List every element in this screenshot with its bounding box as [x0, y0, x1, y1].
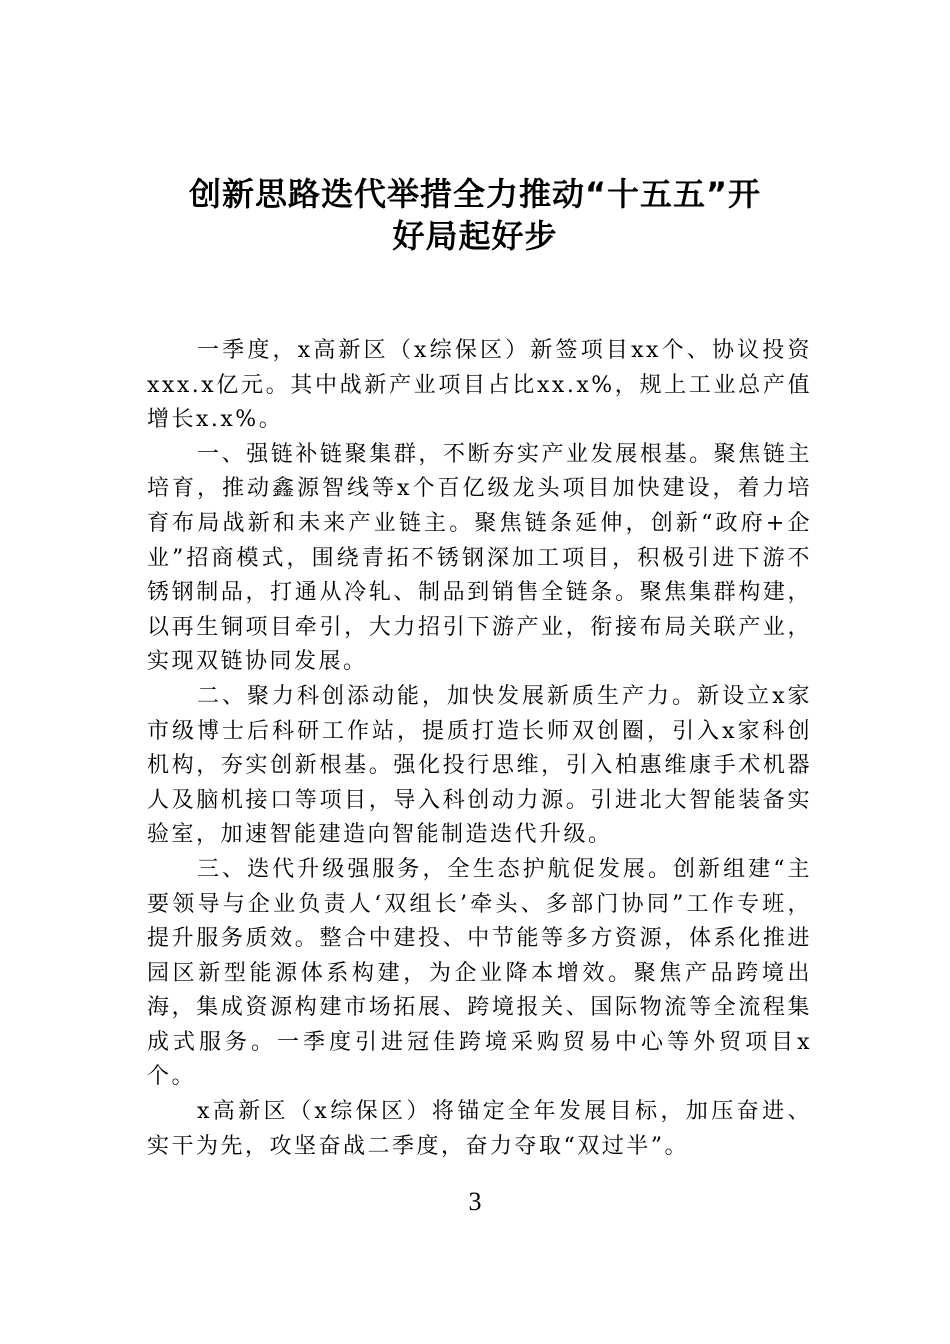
paragraph-service: 三、迭代升级强服务，全生态护航促发展。创新组建“主要领导与企业负责人‘双组长’牵头、多部门协同”工作专班，提升服务质效。整合中建投、中节能等多方资源，体系化推进园区新型能源体系构建，为企业降本增效。聚焦产品跨境出海，集成资源构建市场拓展、跨境报关、国际物流等全流程集成式服务。一季度引进冠佳跨境采购贸易中心等外贸项目x个。 [147, 856, 812, 1090]
paragraph-industry-chain: 一、强链补链聚集群，不断夯实产业发展根基。聚焦链主培育，推动鑫源智线等x个百亿级龙头项目加快建设，着力培育布局战新和未来产业链主。聚焦链条延伸，创新“政府+企业”招商模式，围绕青拓不锈钢深加工项目，积极引进下游不锈钢制品，打通从冷轧、制品到销售全链条。聚焦集群构建，以再生铜项目牵引，大力招引下游产业，衔接布局关联产业，实现双链协同发展。 [147, 441, 812, 675]
document-body [147, 334, 812, 1164]
paragraph-innovation: 二、聚力科创添动能，加快发展新质生产力。新设立x家市级博士后科研工作站，提质打造长师双创圈，引入x家科创机构，夯实创新根基。强化投行思维，引入柏惠维康手术机器人及脑机接口等项目，导入科创动力源。引进北大智能装备实验室，加速智能建造向智能制造迭代升级。 [147, 683, 812, 848]
document-title-line-1: 创新思路迭代举措全力推动“十五五”开 [188, 175, 762, 213]
document-title-line-2: 好局起好步 [392, 217, 558, 255]
paragraph-summary: 一季度，x高新区（x综保区）新签项目xx个、协议投资xxx.x亿元。其中战新产业项目占比xx.x%，规上工业总产值增长x.x%。 [147, 338, 812, 433]
page-number: 3 [468, 1187, 482, 1216]
paragraph-conclusion: x高新区（x综保区）将锚定全年发展目标，加压奋进、实干为先，攻坚奋战二季度，奋力夺取“双过半”。 [147, 1099, 812, 1159]
